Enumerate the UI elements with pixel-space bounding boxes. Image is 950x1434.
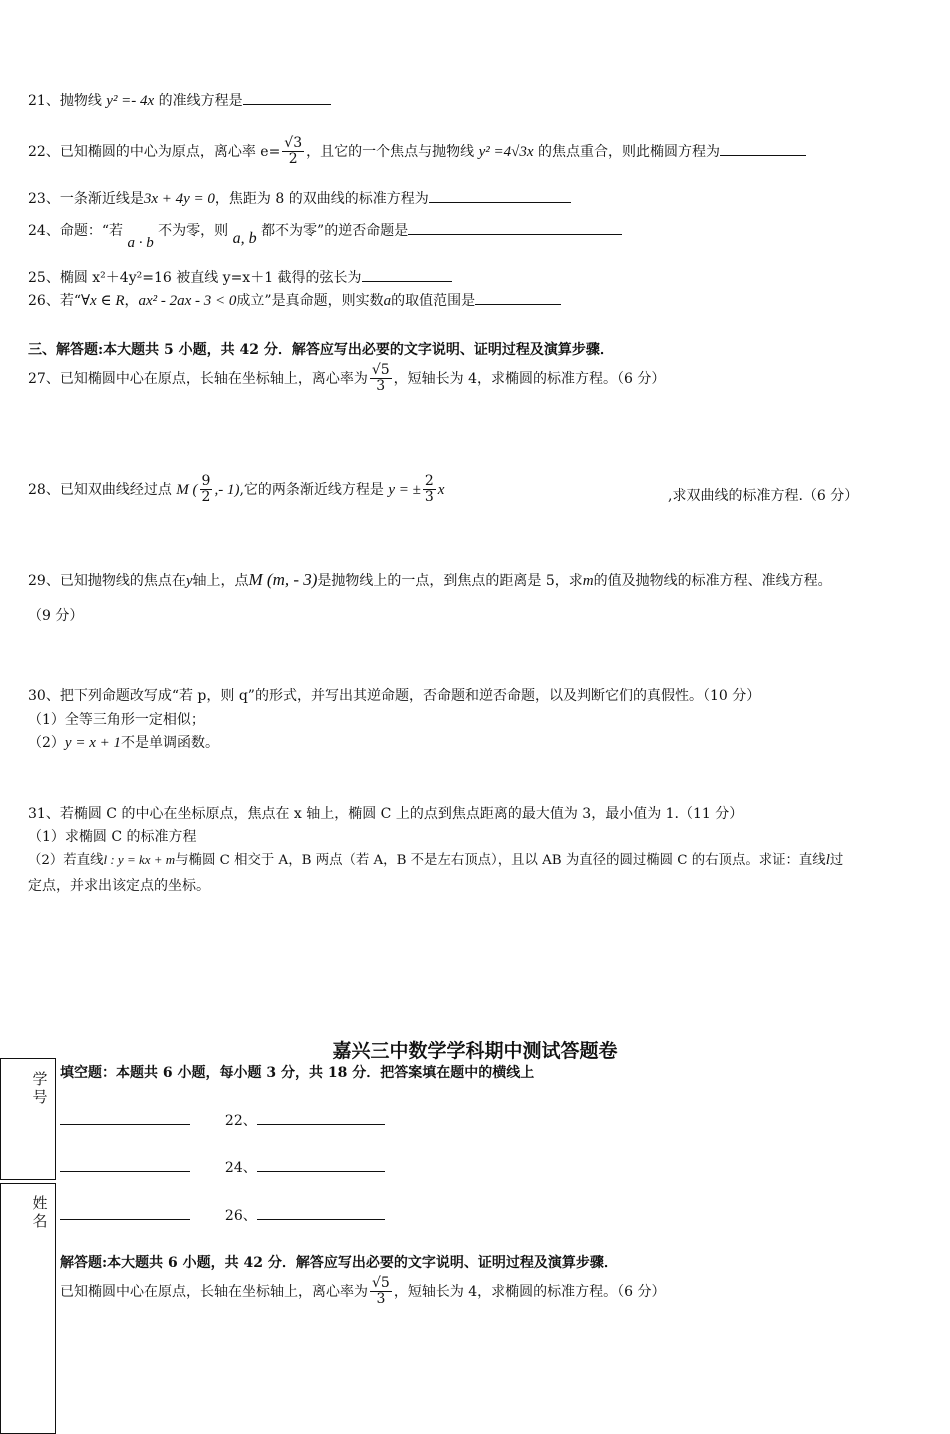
question-28: [28, 474, 444, 506]
question-26: [28, 290, 561, 310]
question-text: 成立”是真命题，则实数: [236, 293, 384, 309]
answer-number: 26、: [224, 1208, 257, 1224]
equation: l : y = kx + m: [103, 852, 176, 867]
fraction-numerator: √5: [372, 1275, 390, 1291]
answer-blank: [362, 281, 452, 282]
question-text: 不为零，则: [158, 223, 229, 239]
question-text: 一条渐近线是: [59, 191, 144, 207]
question-29-line2: （9 分）: [28, 608, 84, 624]
fraction: [282, 136, 304, 168]
question-24: [28, 220, 622, 251]
fraction: [200, 474, 213, 506]
question-number: 21、: [28, 93, 60, 109]
fraction: [370, 363, 392, 395]
question-text: 已知椭圆的中心为原点，离心率 e=: [59, 143, 281, 160]
answer-number: 24、: [224, 1160, 257, 1176]
answer-sheet-title: 嘉兴三中数学学科期中测试答题卷: [332, 1040, 618, 1062]
question-text: 若“: [59, 293, 81, 309]
equation: a, b: [232, 230, 257, 247]
question-text: ，短轴长为 4，求椭圆的标准方程。（6 分）: [393, 1283, 666, 1300]
equation: y = ±: [388, 481, 421, 498]
question-text: 命题：“若: [59, 223, 123, 239]
question-text: 的值及抛物线的标准方程、准线方程。: [593, 573, 832, 589]
answer-blank-23[interactable]: [60, 1171, 190, 1172]
answer-row-3: [60, 1205, 385, 1225]
equation: M (m, - 3): [248, 570, 318, 589]
equation: l: [825, 852, 830, 868]
question-21: [28, 90, 331, 110]
answer-number: 22、: [224, 1113, 257, 1129]
question-31-sub1: （1）求椭圆 C 的标准方程: [28, 829, 197, 845]
question-text: 把下列命题改写成“若 p，则 q”的形式，并写出其逆命题，否命题和逆否命题，以及判断它们的真假性。（10 分）: [59, 688, 761, 704]
equation: a: [383, 293, 392, 309]
question-text: ，焦距为 8 的双曲线的标准方程为: [214, 191, 429, 207]
question-text: 的准线方程是: [158, 93, 243, 109]
question-text: （2）: [28, 735, 65, 751]
student-name-label: 姓名: [32, 1194, 48, 1230]
question-text: 已知椭圆中心在原点，长轴在坐标轴上，离心率为: [59, 370, 368, 387]
solve-header: 解答题:本大题共 6 小题，共 42 分．解答应写出必要的文字说明、证明过程及演算步骤．: [60, 1255, 618, 1271]
question-number: 27、: [28, 370, 60, 387]
answer-blank: [408, 234, 622, 235]
answer-blank-25[interactable]: [60, 1219, 190, 1220]
equation: x: [437, 481, 445, 498]
fraction-numerator: 2: [424, 473, 434, 489]
question-text: 已知抛物线的焦点在: [59, 573, 186, 589]
fraction: [370, 1276, 392, 1308]
question-text: 不是单调函数。: [120, 735, 219, 751]
question-30-sub1: （1）全等三角形一定相似；: [28, 712, 205, 728]
question-text: ，: [124, 293, 139, 309]
answer-blank-24[interactable]: [257, 1171, 385, 1172]
question-29: [28, 570, 832, 590]
answer-blank-22[interactable]: [257, 1124, 385, 1125]
fraction-denominator: 3: [376, 378, 386, 395]
answer-row-1: [60, 1110, 385, 1130]
question-number: 28、: [28, 481, 60, 498]
question-text: ,求双曲线的标准方程.（6 分）: [668, 488, 859, 504]
question-text: 若椭圆 C 的中心在坐标原点，焦点在 x 轴上，椭圆 C 上的点到焦点距离的最大值为 3，最小值为 1.（11 分）: [59, 806, 744, 822]
fraction-numerator: √3: [284, 135, 303, 151]
question-text: 的取值范围是: [391, 293, 476, 309]
answer-blank-21[interactable]: [60, 1124, 190, 1125]
question-30: [28, 685, 760, 705]
question-text: 过: [829, 853, 844, 868]
question-text: 椭圆 x²＋4y²=16 被直线 y=x＋1 截得的弦长为: [59, 270, 362, 286]
question-text: 轴上，点: [192, 573, 249, 589]
question-text: 已知双曲线经过点: [59, 481, 172, 498]
fraction: [423, 474, 436, 506]
fill-in-header: 填空题：本题共 6 小题，每小题 3 分，共 18 分．把答案填在题中的横线上: [60, 1065, 535, 1081]
question-text: 抛物线: [59, 93, 102, 109]
fraction-denominator: 2: [201, 489, 211, 506]
question-text: 的焦点重合，则此椭圆方程为: [537, 143, 720, 160]
question-text: ，且它的一个焦点与抛物线: [306, 143, 475, 160]
answer-row-2: [60, 1157, 385, 1177]
question-25: [28, 267, 452, 287]
fraction-denominator: 3: [376, 1291, 386, 1308]
question-text: ，短轴长为 4，求椭圆的标准方程。（6 分）: [393, 370, 666, 387]
equation: ax² - 2ax - 3 < 0: [138, 293, 237, 309]
question-30-sub2: [28, 732, 219, 752]
question-text: （2）若直线: [28, 853, 104, 868]
equation: m: [582, 573, 594, 589]
question-number: 31、: [28, 806, 60, 822]
answer-blank-26[interactable]: [257, 1219, 385, 1220]
equation: ,- 1): [214, 481, 240, 498]
question-number: 23、: [28, 191, 60, 207]
question-number: 24、: [28, 223, 60, 239]
answer-blank: [243, 104, 331, 105]
question-number: 26、: [28, 293, 60, 309]
question-number: 30、: [28, 688, 60, 704]
question-text: 都不为零”的逆否命题是: [261, 223, 409, 239]
answer-blank: [429, 202, 571, 203]
answer-blank: [475, 304, 561, 305]
equation: M (: [176, 481, 198, 498]
equation: y: [185, 573, 193, 589]
question-22: [28, 136, 806, 168]
question-number: 29、: [28, 573, 60, 589]
equation: a · b: [127, 235, 154, 251]
question-number: 25、: [28, 270, 60, 286]
question-31-sub2: [28, 849, 843, 869]
equation: ∀x ∈ R: [81, 293, 125, 309]
fraction-denominator: 3: [424, 489, 434, 506]
equation: y = x + 1: [64, 735, 121, 751]
question-31: [28, 803, 743, 823]
question-text: 与椭圆 C 相交于 A，B 两点（若 A，B 不是左右顶点），且以 AB 为直径的圆过椭圆 C 的右顶点。求证：直线: [175, 853, 826, 868]
fraction-numerator: √5: [371, 362, 390, 378]
answer-blank: [720, 155, 806, 156]
question-text: ,它的两条渐近线方程是: [239, 481, 384, 498]
answer-sheet-question: [60, 1276, 666, 1308]
section-header: 三、解答题:本大题共 5 小题，共 42 分．解答应写出必要的文字说明、证明过程及演算步骤．: [28, 342, 614, 358]
question-23: [28, 188, 571, 208]
fraction-numerator: 9: [201, 473, 211, 489]
equation: y² =4√3x: [478, 143, 534, 160]
question-text: 已知椭圆中心在原点，长轴在坐标轴上，离心率为: [60, 1283, 368, 1300]
question-27: [28, 363, 665, 395]
question-number: 22、: [28, 143, 60, 160]
equation: y² =- 4x: [106, 93, 155, 109]
question-31-line3: 定点，并求出该定点的坐标。: [28, 878, 210, 894]
fraction-denominator: 2: [288, 151, 298, 168]
student-id-label: 学号: [32, 1070, 48, 1106]
equation: 3x + 4y = 0: [143, 191, 215, 207]
question-text: 是抛物线上的一点，到焦点的距离是 5，求: [317, 573, 583, 589]
